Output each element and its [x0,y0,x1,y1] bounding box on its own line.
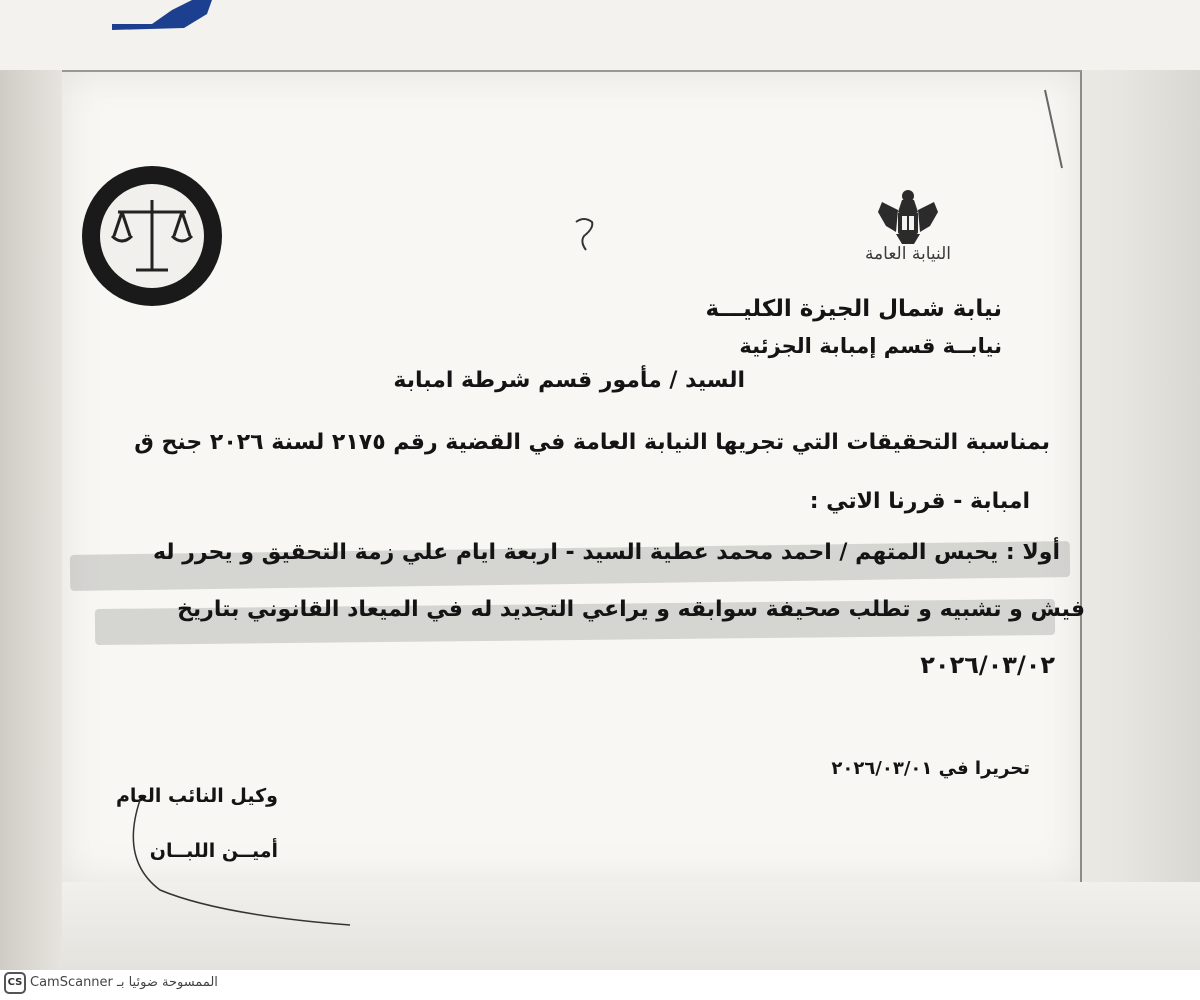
signatory-name: أميــن اللبــان [149,840,278,862]
district-office-title: نيابــة قسم إمبابة الجزئية [739,334,1002,358]
signature-stroke [100,800,360,930]
blue-ink-mark [112,0,242,30]
emblem-caption: النيابة العامة [864,244,952,264]
body-line: امبابة - قررنا الاتي : [809,489,1030,514]
handwritten-mark [570,214,604,256]
camscanner-logo-icon: CS [4,972,26,994]
body-line: أولا : يحبس المتهم / احمد محمد عطية السيد - اربعة ايام علي زمة التحقيق و يحرر له [152,540,1060,565]
signatory-title: وكيل النائب العام [115,785,278,807]
body-line: فيش و تشبيه و تطلب صحيفة سوابقه و يراعي التجديد له في الميعاد القانوني بتاريخ [177,597,1085,622]
body-line: بمناسبة التحقيقات التي تجريها النيابة العامة في القضية رقم ٢١٧٥ لسنة ٢٠٢٦ جنح ق [134,430,1050,455]
margin-pen-mark [1040,88,1070,178]
court-seal-icon [78,162,226,310]
prosecution-office-title: نيابة شمال الجيزة الكليـــة [705,296,1002,322]
camscanner-watermark: الممسوحة ضوئيا بـ CamScanner [30,975,218,990]
issue-date: تحريرا في ٢٠٢٦/٠٣/٠١ [831,758,1030,779]
addressee-line: السيد / مأمور قسم شرطة امبابة [393,368,745,393]
renewal-date: ٢٠٢٦/٠٣/٠٢ [920,651,1055,679]
